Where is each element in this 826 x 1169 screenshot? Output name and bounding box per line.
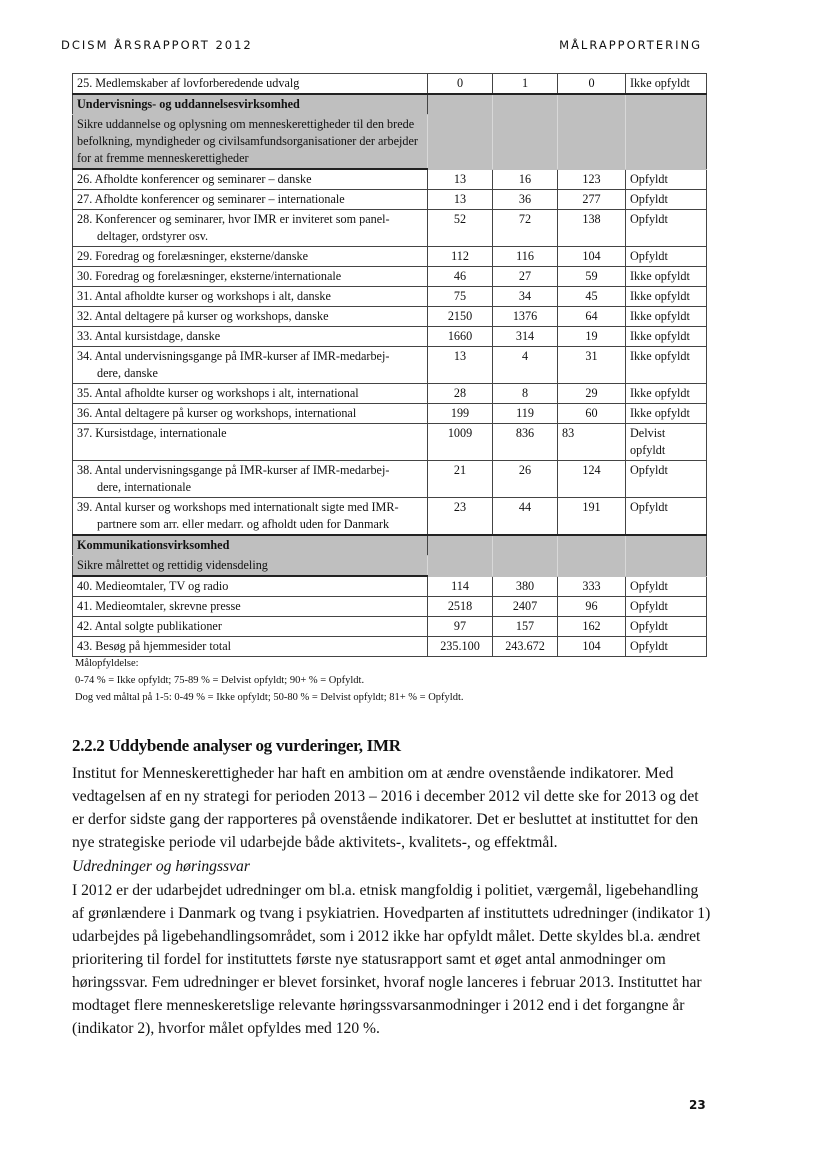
indicator-label-text: 32. Antal deltagere på kurser og workshops, danske xyxy=(77,309,329,323)
body-paragraph-2: I 2012 er der udarbejdet udredninger om bl.a. etnisk mangfoldig i politiet, værgemål, ligebehandling af grønlændere i Danmark og tvang i psykiatrien. Hovedparten af instituttets udredninger (indikator 1) udarbejdes på ligebehandlingsområdet, som i 2012 ikke har opfyldt målet. Dette skyldes bl.a. ændret prioritering til fordel for instituttets første nye statusrapport samt et øget antal anmodninger om høringssvar. Fem udredninger er blevet forsinket, hvoraf nogle lanceres i februar 2013. Instituttet har modtaget flere menneskeretslige relevante høringssvarsanmodninger i 2012 end i det forgangne år (indikator 2), hvorfor målet opfyldes med 120 %. xyxy=(72,882,711,1037)
value-cell-3: 123 xyxy=(558,169,626,190)
value-cell-3: 191 xyxy=(558,498,626,536)
running-header-section: MÅLRAPPORTERING xyxy=(559,38,702,52)
status-cell: Ikke opfyldt xyxy=(626,384,707,404)
table-row xyxy=(73,210,707,247)
value-cell-1: 21 xyxy=(428,461,493,498)
section-empty-cell xyxy=(626,94,707,169)
indicator-label-text: 25. Medlemskaber af lovforberedende udvalg xyxy=(77,76,300,90)
value-cell-1: 199 xyxy=(428,404,493,424)
value-cell-2: 116 xyxy=(493,247,558,267)
value-cell-3: 104 xyxy=(558,247,626,267)
legend-line-1: 0-74 % = Ikke opfyldt; 75-89 % = Delvist opfyldt; 90+ % = Opfyldt. xyxy=(75,675,365,686)
section-subtitle: Sikre uddannelse og oplysning om menneskerettigheder til den brede befolkning, myndigheder og civilsamfundsorganisationer der arbejder for at fremme menneskerettigheder xyxy=(73,115,428,170)
table-row xyxy=(73,327,707,347)
section-title: Undervisnings- og uddannelsesvirksomhed xyxy=(73,94,428,115)
value-cell-2: 8 xyxy=(493,384,558,404)
status-cell: Opfyldt xyxy=(626,169,707,190)
indicator-label-text: 26. Afholdte konferencer og seminarer – danske xyxy=(77,172,312,186)
status-cell: Delvist opfyldt xyxy=(626,424,707,461)
indicator-label xyxy=(73,287,428,307)
running-header-title: DCISM ÅRSRAPPORT 2012 xyxy=(61,38,253,52)
indicator-label-continuation: dere, danske xyxy=(97,366,158,380)
value-cell-1: 46 xyxy=(428,267,493,287)
section-empty-cell xyxy=(493,535,558,576)
table-row xyxy=(73,74,707,95)
section-header-row xyxy=(73,94,707,115)
section-heading: 2.2.2 Uddybende analyser og vurderinger, IMR xyxy=(72,736,401,755)
value-cell-3: 29 xyxy=(558,384,626,404)
value-cell-1: 52 xyxy=(428,210,493,247)
table-row xyxy=(73,637,707,657)
value-cell-1: 97 xyxy=(428,617,493,637)
indicator-label xyxy=(73,327,428,347)
section-empty-cell xyxy=(428,535,493,576)
value-cell-3: 124 xyxy=(558,461,626,498)
value-cell-2: 16 xyxy=(493,169,558,190)
value-cell-1: 13 xyxy=(428,190,493,210)
indicator-label xyxy=(73,424,428,461)
status-cell: Opfyldt xyxy=(626,617,707,637)
indicator-label-text: 30. Foredrag og forelæsninger, eksterne/internationale xyxy=(77,269,342,283)
indicator-label xyxy=(73,576,428,597)
indicator-label-text: 27. Afholdte konferencer og seminarer – internationale xyxy=(77,192,345,206)
indicator-label xyxy=(73,617,428,637)
value-cell-2: 36 xyxy=(493,190,558,210)
subheading: Udredninger og høringssvar xyxy=(72,858,250,875)
section-empty-cell xyxy=(558,535,626,576)
table-row xyxy=(73,247,707,267)
value-cell-2: 72 xyxy=(493,210,558,247)
status-cell: Ikke opfyldt xyxy=(626,327,707,347)
section-empty-cell xyxy=(626,535,707,576)
value-cell-2: 314 xyxy=(493,327,558,347)
table-row xyxy=(73,498,707,536)
value-cell-3: 45 xyxy=(558,287,626,307)
table-row xyxy=(73,347,707,384)
indicator-label xyxy=(73,404,428,424)
status-cell: Ikke opfyldt xyxy=(626,287,707,307)
status-cell: Opfyldt xyxy=(626,637,707,657)
indicator-label xyxy=(73,307,428,327)
indicator-label-continuation: dere, internationale xyxy=(97,480,192,494)
indicator-label-text: 42. Antal solgte publikationer xyxy=(77,619,222,633)
value-cell-3: 64 xyxy=(558,307,626,327)
indicator-label xyxy=(73,347,428,384)
section-header-row xyxy=(73,535,707,556)
value-cell-2: 119 xyxy=(493,404,558,424)
value-cell-2: 836 xyxy=(493,424,558,461)
table-row xyxy=(73,307,707,327)
indicator-label xyxy=(73,597,428,617)
section-empty-cell xyxy=(428,94,493,169)
value-cell-1: 235.100 xyxy=(428,637,493,657)
value-cell-1: 2150 xyxy=(428,307,493,327)
value-cell-1: 28 xyxy=(428,384,493,404)
status-cell: Ikke opfyldt xyxy=(626,74,707,95)
table-row xyxy=(73,617,707,637)
status-cell: Opfyldt xyxy=(626,498,707,536)
indicator-label xyxy=(73,247,428,267)
status-cell: Ikke opfyldt xyxy=(626,267,707,287)
indicator-label-continuation: partnere som arr. eller medarr. og afholdt uden for Danmark xyxy=(97,517,390,531)
value-cell-3: 96 xyxy=(558,597,626,617)
table-row xyxy=(73,404,707,424)
value-cell-3: 60 xyxy=(558,404,626,424)
value-cell-1: 114 xyxy=(428,576,493,597)
indicator-label-text: 35. Antal afholdte kurser og workshops i alt, international xyxy=(77,386,359,400)
indicator-label xyxy=(73,267,428,287)
value-cell-3: 277 xyxy=(558,190,626,210)
indicator-label xyxy=(73,461,428,498)
value-cell-1: 13 xyxy=(428,169,493,190)
value-cell-3: 59 xyxy=(558,267,626,287)
value-cell-3: 162 xyxy=(558,617,626,637)
indicator-label-text: 33. Antal kursistdage, danske xyxy=(77,329,221,343)
value-cell-3: 31 xyxy=(558,347,626,384)
value-cell-3: 19 xyxy=(558,327,626,347)
value-cell-2: 1376 xyxy=(493,307,558,327)
section-empty-cell xyxy=(558,94,626,169)
status-cell: Opfyldt xyxy=(626,461,707,498)
status-cell: Ikke opfyldt xyxy=(626,307,707,327)
value-cell-3: 333 xyxy=(558,576,626,597)
table-row xyxy=(73,384,707,404)
value-cell-2: 44 xyxy=(493,498,558,536)
table-row xyxy=(73,169,707,190)
indicator-label-text: 43. Besøg på hjemmesider total xyxy=(77,639,232,653)
indicator-label-text: 31. Antal afholdte kurser og workshops i alt, danske xyxy=(77,289,331,303)
value-cell-1: 1009 xyxy=(428,424,493,461)
value-cell-2: 380 xyxy=(493,576,558,597)
goal-reporting-table xyxy=(72,73,707,657)
goal-legend xyxy=(75,655,464,706)
value-cell-3: 83 xyxy=(558,424,626,461)
legend-title: Målopfyldelse: xyxy=(75,658,139,669)
indicator-label xyxy=(73,74,428,95)
status-cell: Opfyldt xyxy=(626,190,707,210)
indicator-label-text: 40. Medieomtaler, TV og radio xyxy=(77,579,229,593)
table-row xyxy=(73,461,707,498)
indicator-label xyxy=(73,637,428,657)
section-title: Kommunikationsvirksomhed xyxy=(73,535,428,556)
page-number: 23 xyxy=(689,1098,706,1112)
indicator-label-text: 36. Antal deltagere på kurser og workshops, international xyxy=(77,406,357,420)
value-cell-1: 0 xyxy=(428,74,493,95)
indicator-label xyxy=(73,210,428,247)
value-cell-1: 2518 xyxy=(428,597,493,617)
indicator-label xyxy=(73,169,428,190)
status-cell: Ikke opfyldt xyxy=(626,404,707,424)
value-cell-2: 157 xyxy=(493,617,558,637)
status-cell: Ikke opfyldt xyxy=(626,347,707,384)
value-cell-2: 4 xyxy=(493,347,558,384)
section-subtitle: Sikre målrettet og rettidig vidensdeling xyxy=(73,556,428,577)
value-cell-3: 138 xyxy=(558,210,626,247)
value-cell-1: 13 xyxy=(428,347,493,384)
table-row xyxy=(73,424,707,461)
value-cell-1: 1660 xyxy=(428,327,493,347)
value-cell-2: 26 xyxy=(493,461,558,498)
indicator-label xyxy=(73,498,428,536)
table-row xyxy=(73,576,707,597)
section-empty-cell xyxy=(493,94,558,169)
legend-line-2: Dog ved måltal på 1-5: 0-49 % = Ikke opfyldt; 50-80 % = Delvist opfyldt; 81+ % = Opfyldt. xyxy=(75,692,464,703)
indicator-label-text: 41. Medieomtaler, skrevne presse xyxy=(77,599,241,613)
table-row xyxy=(73,287,707,307)
status-cell: Opfyldt xyxy=(626,597,707,617)
indicator-label-text: 29. Foredrag og forelæsninger, eksterne/danske xyxy=(77,249,309,263)
value-cell-1: 75 xyxy=(428,287,493,307)
indicator-label-text: 39. Antal kurser og workshops med internationalt sigte med IMR- xyxy=(77,500,399,514)
value-cell-1: 23 xyxy=(428,498,493,536)
indicator-label-text: 34. Antal undervisningsgange på IMR-kurser af IMR-medarbej- xyxy=(77,349,390,363)
indicator-label-text: 38. Antal undervisningsgange på IMR-kurser af IMR-medarbej- xyxy=(77,463,390,477)
value-cell-2: 243.672 xyxy=(493,637,558,657)
value-cell-1: 112 xyxy=(428,247,493,267)
status-cell: Opfyldt xyxy=(626,210,707,247)
indicator-label-text: 37. Kursistdage, internationale xyxy=(77,426,227,440)
value-cell-2: 1 xyxy=(493,74,558,95)
table-row xyxy=(73,190,707,210)
status-cell: Opfyldt xyxy=(626,247,707,267)
indicator-label-continuation: deltager, ordstyrer osv. xyxy=(97,229,209,243)
value-cell-3: 104 xyxy=(558,637,626,657)
value-cell-2: 34 xyxy=(493,287,558,307)
value-cell-2: 2407 xyxy=(493,597,558,617)
table-row xyxy=(73,267,707,287)
value-cell-3: 0 xyxy=(558,74,626,95)
value-cell-2: 27 xyxy=(493,267,558,287)
table-row xyxy=(73,597,707,617)
indicator-label xyxy=(73,384,428,404)
indicator-label xyxy=(73,190,428,210)
body-paragraph-1: Institut for Menneskerettigheder har haft en ambition om at ændre ovenstående indikatorer. Med vedtagelsen af en ny strategi for perioden 2013 – 2016 i december 2012 vil dette ske for 2013 og det er derfor sidste gang der rapporteres på ovenstående indikatorer. Det er besluttet at instituttet for den nye strategiske periode vil udarbejde både aktivitets-, kvalitets-, og effektmål. xyxy=(72,765,699,851)
indicator-label-text: 28. Konferencer og seminarer, hvor IMR er inviteret som panel- xyxy=(77,212,390,226)
status-cell: Opfyldt xyxy=(626,576,707,597)
